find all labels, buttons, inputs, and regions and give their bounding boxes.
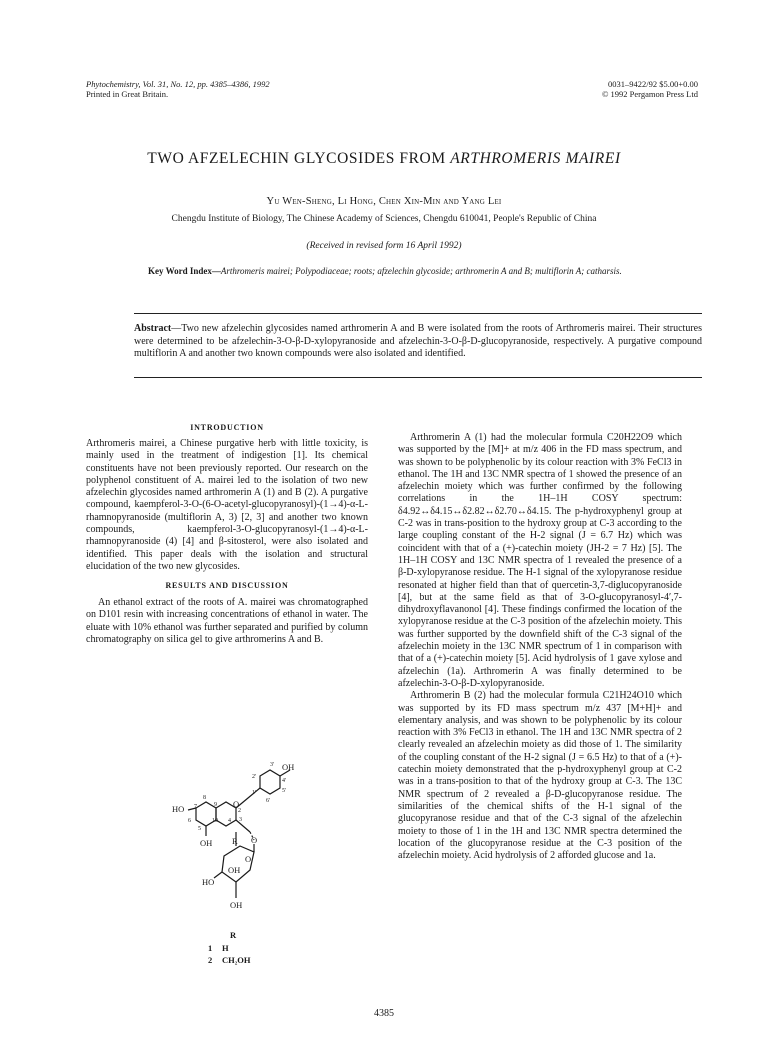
pos-7: 7 [194, 804, 197, 810]
pos-4p: 4′ [282, 778, 287, 784]
pos-5: 5 [198, 826, 201, 832]
compound-1-r: H [222, 943, 229, 953]
oh-5-label: OH [200, 838, 213, 848]
pos-9: 9 [214, 802, 217, 808]
pos-1p: 1′ [252, 790, 257, 796]
chemical-structure [150, 760, 350, 975]
compound-2-id: 2 [208, 955, 213, 965]
intro-heading: INTRODUCTION [190, 423, 264, 432]
o3-label: O [251, 835, 258, 845]
o1-label: O [233, 799, 240, 809]
sugar-ring [222, 846, 254, 882]
abstract-text: —Two new afzelechin glycosides named arthromerin A and B were isolated from the roots of Arthromeris mairei. Their structures were determined to be afzelechin-3-O-β-D-xylopyranoside and afzelechin-3-O-β-D-glucopyranoside, respectively. A purgative compound multiflorin A and another two known compounds were also isolated and identified. [134, 323, 702, 359]
keywords-label: Key Word Index— [148, 266, 221, 276]
compound-1-id: 1 [208, 943, 213, 953]
authors: Yu Wen-Sheng, Li Hong, Chen Xin-Min and Yang Lei [266, 196, 502, 207]
journal-citation: Phytochemistry, Vol. 31, No. 12, pp. 4385–4386, 1992 [86, 79, 270, 89]
intro-body [86, 438, 368, 573]
keywords [148, 265, 708, 277]
affiliation: Chengdu Institute of Biology, The Chinese Academy of Sciences, Chengdu 610041, People's Republic of China [171, 214, 597, 224]
pos-8: 8 [203, 795, 206, 801]
abstract [134, 323, 702, 361]
pos-10: 10 [212, 818, 218, 824]
pos-4: 4 [228, 818, 231, 824]
arthromerin-b-paragraph: Arthromerin B (2) had the molecular formula C21H24O10 which was supported by its FD mass spectrum m/z 437 [M+H]+ and elementary analysis, and was shown to be polyphenolic by its colour reaction with 3% FeCl3 in ethanol. The 1H and 13C NMR spectra of 2 clearly revealed an afzelechin moiety as did those of 1. The similarity of the coupling constant of the H-2 signal (J = 6.5 Hz) to that of a (+)-catechin moiety demonstrated that the p-hydroxyphenyl group at C-2 was in a trans-position to that of the hydroxy group at C-3. The 13C NMR spectrum of 2 revealed a β-D-glucopyranose residue. The similarities of the chemical shifts of the H-1 signal of the glucopyranose residue and that of the C-3 signal of the afzelechin moiety to those of 1 in the 1H and 13C NMR spectra determined the location of the glucopyranose residue at the C-3 position of the afzelechin moiety. Acid hydrolysis of 2 afforded glucose and 1a. [398, 690, 682, 862]
journal-code: 0031–9422/92 $5.00+0.00 [607, 79, 698, 89]
abstract-label: Abstract [134, 323, 172, 334]
r-table-header: R [230, 930, 237, 940]
title-main: TWO AFZELECHIN GLYCOSIDES FROM [147, 150, 451, 167]
rule-top [134, 313, 702, 314]
ho-7-label: HO [172, 804, 185, 814]
copyright: © 1992 Pergamon Press Ltd [601, 89, 698, 99]
o-ring-label: O [245, 854, 252, 864]
oh-4p-label: OH [282, 762, 295, 772]
ho-sugar-label: HO [202, 877, 215, 887]
ring-b [260, 770, 280, 794]
pos-2: 2 [238, 808, 241, 814]
arthromerin-a-paragraph: Arthromerin A (1) had the molecular formula C20H22O9 which was supported by the [M]+ at m/z 406 in the FD mass spectrum, and was shown to be polyphenolic by its colour reaction with 3% FeCl3 in ethanol. The 1H and 13C NMR spectra of 1 showed the presence of an afzelechin moiety which was further confirmed by the following correlations in the 1H–1H COSY spectrum: δ4.92↔δ4.15↔δ2.82↔δ2.70↔δ4.15. The p-hydroxyphenyl group at C-2 was in trans-position to the hydroxy group at C-3 according to the large coupling constant of the H-2 signal (J = 6.7 Hz) which was coincident with that of a (+)-catechin moiety (JH-2 = 7 Hz) [5]. The 1H–1H COSY and 13C NMR spectra of 1 revealed the presence of a β-D-xylopyranose residue. The H-1 signal of the xylopyranose residue resonated at higher field than that of quercetin-3,7-diglucopyranoside [4], but at the same field as that of 3-O-glucopyranosyl-4′,7-dihydroxyflavanonol [4]. These findings confirmed the location of the xylopyranose residue at the C-3 position of the afzelechin moiety. This was further supported by the downfield shift of the C-3 signal of the afzelechin moiety in the 13C NMR spectrum of 1 in comparison with that of a (+)-catechin moiety [5]. Acid hydrolysis of 1 gave xylose and afzelechin (1a). Arthromerin A was finally determined to be afzelechin-3-O-β-D-xylopyranoside. [398, 432, 682, 689]
right-column [398, 432, 682, 862]
printed-note: Printed in Great Britain. [86, 89, 169, 99]
page-number: 4385 [374, 1008, 394, 1019]
pos-3p: 3′ [270, 762, 275, 768]
paper-title [0, 150, 768, 168]
results-paragraph: An ethanol extract of the roots of A. mairei was chromatographed on D101 resin with increasing concentrations of ethanol in water. The eluate with 10% ethanol was further separated and purified by column chromatography on silica gel to give arthromerins A and B. [86, 597, 368, 645]
rule-bottom [134, 377, 702, 378]
pos-2p: 2′ [252, 774, 257, 780]
compound-2-r: CH₂OH [222, 955, 251, 965]
intro-paragraph: Arthromeris mairei, a Chinese purgative herb with little toxicity, is mainly used in the treatment of indigestion [1]. Its chemical constituents have not been previously reported. Our research on the polyphenol constituent of A. mairei led to the isolation of two new afzelechin glycosides named arthromerin A (1) and B (2). A purgative compound, kaempferol-3-O-(6-O-acetyl-glucopyranosyl)-(1→4)-α-L-rhamnopyranoside (multiflorin A, 3) [2, 3] and another two known compounds, kaempferol-3-O-glucopyranosyl-(1→4)-α-L-rhamnopyranoside (4) [4] and β-sitosterol, were also isolated and identified. This paper deals with the isolation and structural elucidation of the two new glycosides. [86, 438, 368, 572]
keywords-text: Arthromeris mairei; Polypodiaceae; roots; afzelechin glycoside; arthromerin A and B; multiflorin A; catharsis. [220, 266, 622, 276]
results-body [86, 597, 368, 646]
results-heading: RESULTS AND DISCUSSION [165, 581, 289, 590]
pos-3: 3 [239, 817, 242, 823]
pos-6: 6 [188, 818, 191, 824]
pos-5p: 5′ [282, 788, 287, 794]
title-italic: ARTHROMERIS MAIREI [450, 150, 621, 167]
pos-6p: 6′ [266, 798, 271, 804]
received-date: (Received in revised form 16 April 1992) [306, 241, 462, 251]
oh-sugar-b-label: OH [230, 900, 243, 910]
r-label: R [232, 836, 238, 846]
oh-sugar-a-label: OH [228, 865, 241, 875]
